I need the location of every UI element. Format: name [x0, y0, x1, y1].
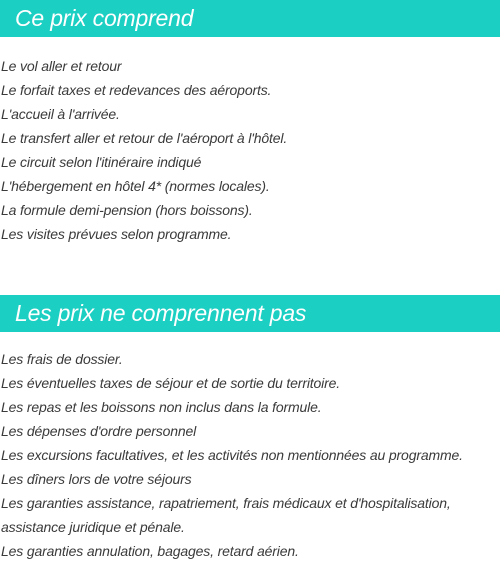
- list-item: Le circuit selon l'itinéraire indiqué: [1, 154, 202, 170]
- list-item: assistance juridique et pénale.: [1, 519, 185, 535]
- included-header: [0, 0, 500, 37]
- list-item: Les garanties annulation, bagages, retard aérien.: [1, 543, 299, 559]
- included-title: Ce prix comprend: [15, 5, 194, 31]
- list-item: Le transfert aller et retour de l'aéroport à l'hôtel.: [1, 130, 288, 146]
- excluded-list: [0, 347, 500, 563]
- included-list: [0, 54, 500, 246]
- list-item: Les dépenses d'ordre personnel: [1, 423, 197, 439]
- list-item: Les frais de dossier.: [1, 351, 123, 367]
- list-item: Les garanties assistance, rapatriement, frais médicaux et d'hospitalisation,: [1, 495, 451, 511]
- excluded-title: Les prix ne comprennent pas: [15, 300, 307, 326]
- list-item: L'accueil à l'arrivée.: [1, 106, 120, 122]
- list-item: La formule demi-pension (hors boissons).: [1, 202, 253, 218]
- list-item: Le forfait taxes et redevances des aéroports.: [1, 82, 272, 98]
- list-item: Les excursions facultatives, et les activités non mentionnées au programme.: [1, 447, 463, 463]
- list-item: Les éventuelles taxes de séjour et de sortie du territoire.: [1, 375, 341, 391]
- list-item: Les repas et les boissons non inclus dans la formule.: [1, 399, 322, 415]
- list-item: Les visites prévues selon programme.: [1, 226, 232, 242]
- list-item: Les dîners lors de votre séjours: [1, 471, 192, 487]
- list-item: L'hébergement en hôtel 4* (normes locales).: [1, 178, 270, 194]
- excluded-header: [0, 295, 500, 332]
- included-section: [0, 0, 500, 246]
- list-item: Le vol aller et retour: [1, 58, 122, 74]
- excluded-section: [0, 295, 500, 563]
